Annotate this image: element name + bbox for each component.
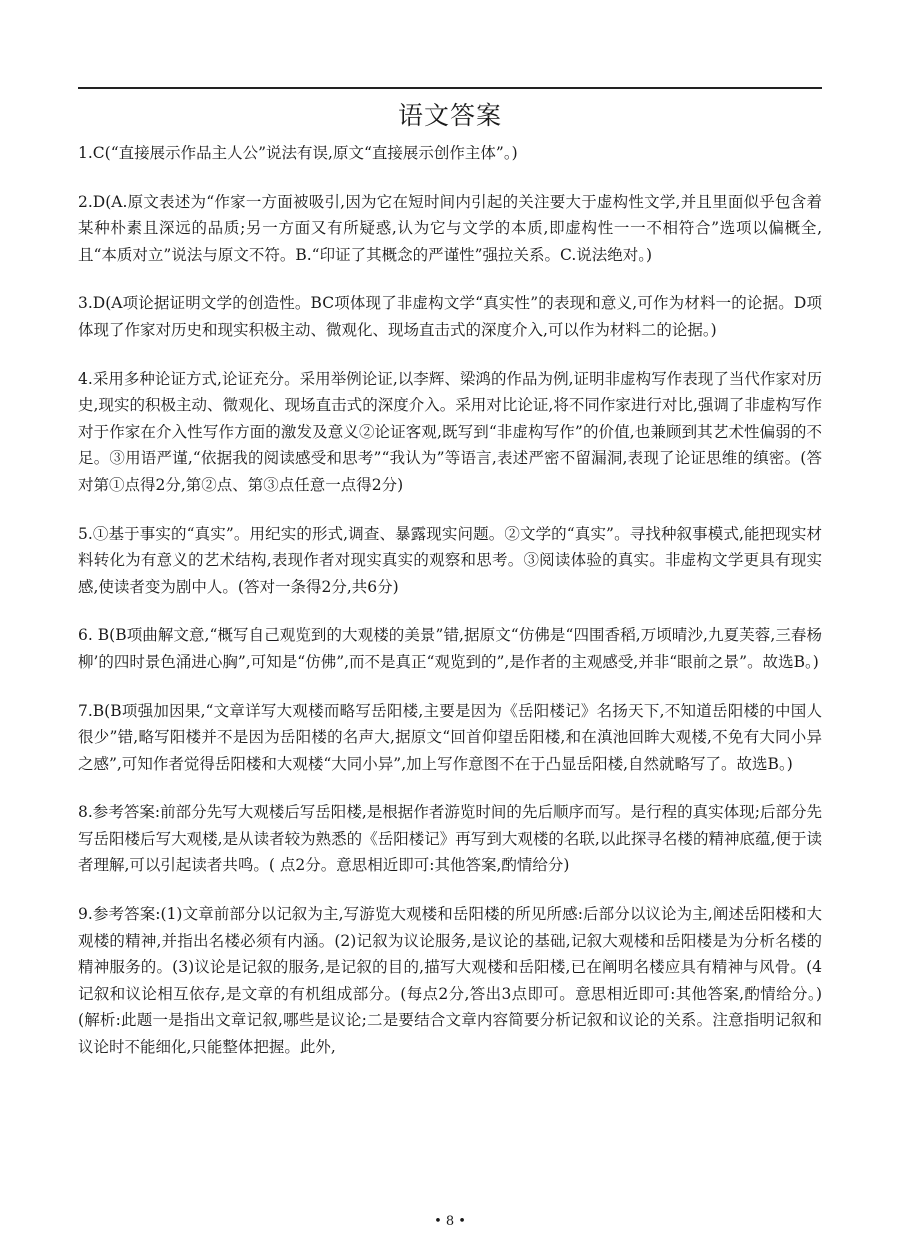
answer-item-6: 6. B(B项曲解文意,“概写自己观览到的大观楼的美景”错,据原文“仿佛是“四围香稻,万顷晴沙,九夏芙蓉,三春杨柳’的四时景色涌进心胸”,可知是“仿佛”,而不是真正“观览到的”,是作者的主观感受,并非“眼前之景”。故选B。) [78,626,822,671]
answer-item-3: 3.D(A项论据证明文学的创造性。BC项体现了非虚构文学“真实性”的表现和意义,可作为材料一的论据。D项体现了作家对历史和现实积极主动、微观化、现场直击式的深度介入,可以作为材料二的论据。) [78,294,822,339]
answer-item-8: 8.参考答案:前部分先写大观楼后写岳阳楼,是根据作者游览时间的先后顺序而写。是行程的真实体现;后部分先写岳阳楼后写大观楼,是从读者较为熟悉的《岳阳楼记》再写到大观楼的名联,以此探寻名楼的精神底蕴,便于读者理解,可以引起读者共鸣。( 点2分。意思相近即可:其他答案,酌情给分) [78,803,822,875]
page-number: • 8 • [434,1214,466,1229]
header-rule [78,87,822,89]
answer-item-2: 2.D(A.原文表述为“作家一方面被吸引,因为它在短时间内引起的关注要大于虚构性文学,并且里面似乎包含着某种朴素且深远的品质;另一方面又有所疑惑,认为它与文学的本质,即虚构性一一不相符合”选项以偏概全,且“本质对立”说法与原文不符。B.“印证了其概念的严谨性”强拉关系。C.说法绝对。) [78,192,822,264]
answer-item-4: 4.采用多种论证方式,论证充分。采用举例论证,以李辉、梁鸿的作品为例,证明非虚构写作表现了当代作家对历史,现实的积极主动、微观化、现场直击式的深度介入。采用对比论证,将不同作家进行对比,强调了非虚构写作对于作家在介入性写作方面的激发及意义②论证客观,既写到“非虚构写作”的价值,也兼顾到其艺术性偏弱的不足。③用语严谨,“依据我的阅读感受和思考”“我认为”等语言,表述严密不留漏洞,表现了论证思维的缜密。(答对第①点得2分,第②点、第③点任意一点得2分) [78,369,822,494]
answer-item-1: 1.C(“直接展示作品主人公”说法有误,原文“直接展示创作主体”。) [78,144,518,162]
answer-item-9: 9.参考答案:(1)文章前部分以记叙为主,写游览大观楼和岳阳楼的所见所感:后部分以议论为主,阐述岳阳楼和大观楼的精神,并指出名楼必须有内涵。(2)记叙为议论服务,是议论的基础,记叙大观楼和岳阳楼是为分析名楼的精神服务的。(3)议论是记叙的服务,是记叙的目的,描写大观楼和岳阳楼,已在阐明名楼应具有精神与风骨。(4记叙和议论相互依存,是文章的有机组成部分。(每点2分,答出3点即可。意思相近即可:其他答案,酌情给分。)(解析:此题一是指出文章记叙,哪些是议论;二是要结合文章内容简要分析记叙和议论的关系。注意指明记叙和议论时不能细化,只能整体把握。此外, [78,905,822,1057]
page-title: 语文答案 [397,101,502,130]
answer-item-7: 7.B(B项强加因果,“文章详写大观楼而略写岳阳楼,主要是因为《岳阳楼记》名扬天下,不知道岳阳楼的中国人很少”错,略写阳楼并不是因为岳阳楼的名声大,据原文“回首仰望岳阳楼,和在滇池回眸大观楼,不免有大同小异之感”,可知作者觉得岳阳楼和大观楼“大同小异”,加上写作意图不在于凸显岳阳楼,自然就略写了。故选B。) [78,701,822,773]
answer-item-5: 5.①基于事实的“真实”。用纪实的形式,调查、暴露现实问题。②文学的“真实”。寻找种叙事模式,能把现实材料转化为有意义的艺术结构,表现作者对现实真实的观察和思考。③阅读体验的真实。非虚构文学更具有现实感,使读者变为剧中人。(答对一条得2分,共6分) [78,524,822,596]
answer-list [78,140,822,1061]
